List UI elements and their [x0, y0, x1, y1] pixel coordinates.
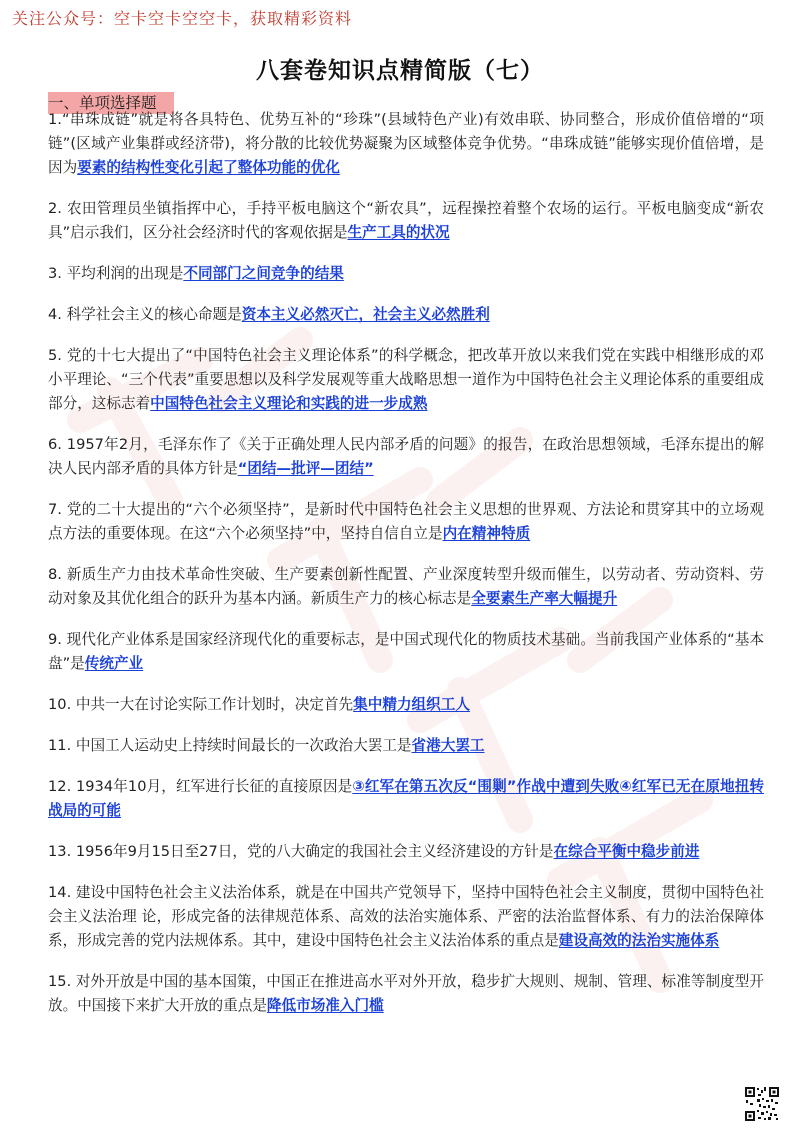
question-item: 1.“串珠成链”就是将各具特色、优势互补的“珍珠”(县域特色产业)有效串联、协同整合，形成价值倍增的“项链”(区域产业集群或经济带)，将分散的比较优势凝聚为区域整体竞争优势。“串珠成链”能够实现价值倍增，是因为要素的结构性变化引起了整体功能的优化 [48, 111, 764, 176]
question-item: 3. 平均利润的出现是不同部门之间竞争的结果 [48, 265, 344, 282]
answer-highlight: 全要素生产率大幅提升 [471, 590, 618, 607]
question-item: 11. 中国工人运动史上持续时间最长的一次政治大罢工是省港大罢工 [48, 737, 485, 754]
header-banner: 关注公众号：空卡空卡空空卡，获取精彩资料 [12, 9, 353, 28]
question-item: 10. 中共一大在讨论实际工作计划时，决定首先集中精力组织工人 [48, 696, 470, 713]
answer-highlight: 资本主义必然灭亡，社会主义必然胜利 [241, 306, 490, 323]
question-list [48, 108, 764, 1035]
answer-highlight: 集中精力组织工人 [353, 696, 470, 713]
answer-highlight: 省港大罢工 [411, 737, 485, 754]
question-item: 8. 新质生产力由技术革命性突破、生产要素创新性配置、产业深度转型升级而催生，以劳动者、劳动资料、劳动对象及其优化组合的跃升为基本内涵。新质生产力的核心标志是全要素生产率大幅提升 [48, 566, 764, 607]
question-item: 14. 建设中国特色社会主义法治体系，就是在中国共产党领导下，坚持中国特色社会主义制度，贯彻中国特色社会主义法治理 论，形成完备的法律规范体系、高效的法治实施体系、严密的法治监督体系、有力的法治保障体系，形成完善的党内法规体系。其中，建设中国特色社会主义法治体系的重点是建设高效的法治实施体系 [48, 884, 764, 949]
answer-highlight: 要素的结构性变化引起了整体功能的优化 [77, 159, 340, 176]
qr-code-icon[interactable] [744, 1086, 780, 1122]
answer-highlight: 建设高效的法治实施体系 [558, 932, 720, 949]
answer-highlight: 生产工具的状况 [347, 224, 450, 241]
answer-highlight: 不同部门之间竞争的结果 [183, 265, 344, 282]
answer-highlight: 传统产业 [84, 655, 144, 672]
question-item: 15. 对外开放是中国的基本国策，中国正在推进高水平对外开放，稳步扩大规则、规制、管理、标准等制度型开放。中国接下来扩大开放的重点是降低市场准入门槛 [48, 973, 764, 1014]
answer-highlight: 降低市场准入门槛 [266, 997, 384, 1014]
answer-highlight: 中国特色社会主义理论和实践的进一步成熟 [150, 395, 428, 412]
question-item: 6. 1957年2月，毛泽东作了《关于正确处理人民内部矛盾的问题》的报告，在政治思想领域，毛泽东提出的解决人民内部矛盾的具体方针是“团结—批评—团结” [48, 436, 765, 477]
section-heading: 一、单项选择题 [48, 92, 174, 114]
question-item: 12. 1934年10月，红军进行长征的直接原因是③红军在第五次反“围剿”作战中遭到失败④红军已无在原地扭转战局的可能 [48, 778, 765, 819]
question-item: 5. 党的十七大提出了“中国特色社会主义理论体系”的科学概念，把改革开放以来我们党在实践中相继形成的邓小平理论、“三个代表”重要思想以及科学发展观等重大战略思想一道作为中国特色社会主义理论体系的重要组成部分，这标志着中国特色社会主义理论和实践的进一步成熟 [48, 347, 764, 412]
question-item: 13. 1956年9月15日至27日，党的八大确定的我国社会主义经济建设的方针是在综合平衡中稳步前进 [48, 843, 700, 860]
document-title: 八套卷知识点精简版（七） [256, 58, 544, 84]
question-item: 4. 科学社会主义的核心命题是资本主义必然灭亡，社会主义必然胜利 [48, 306, 490, 323]
answer-highlight: 内在精神特质 [442, 525, 531, 542]
answer-highlight: 在综合平衡中稳步前进 [553, 843, 700, 860]
answer-highlight: ③红军在第五次反“围剿”作战中遭到失败④红军已无在原地扭转战局的可能 [48, 778, 765, 819]
question-item: 7. 党的二十大提出的“六个必须坚持”，是新时代中国特色社会主义思想的世界观、方法论和贯穿其中的立场观点方法的重要体现。在这“六个必须坚持”中，坚持自信自立是内在精神特质 [48, 501, 764, 542]
question-item: 9. 现代化产业体系是国家经济现代化的重要标志，是中国式现代化的物质技术基础。当前我国产业体系的“基本盘”是传统产业 [48, 631, 764, 672]
answer-highlight: “团结—批评—团结” [237, 460, 374, 477]
question-item: 2. 农田管理员坐镇指挥中心，手持平板电脑这个“新农具”，远程操控着整个农场的运行。平板电脑变成“新农具”启示我们，区分社会经济时代的客观依据是生产工具的状况 [48, 200, 764, 241]
